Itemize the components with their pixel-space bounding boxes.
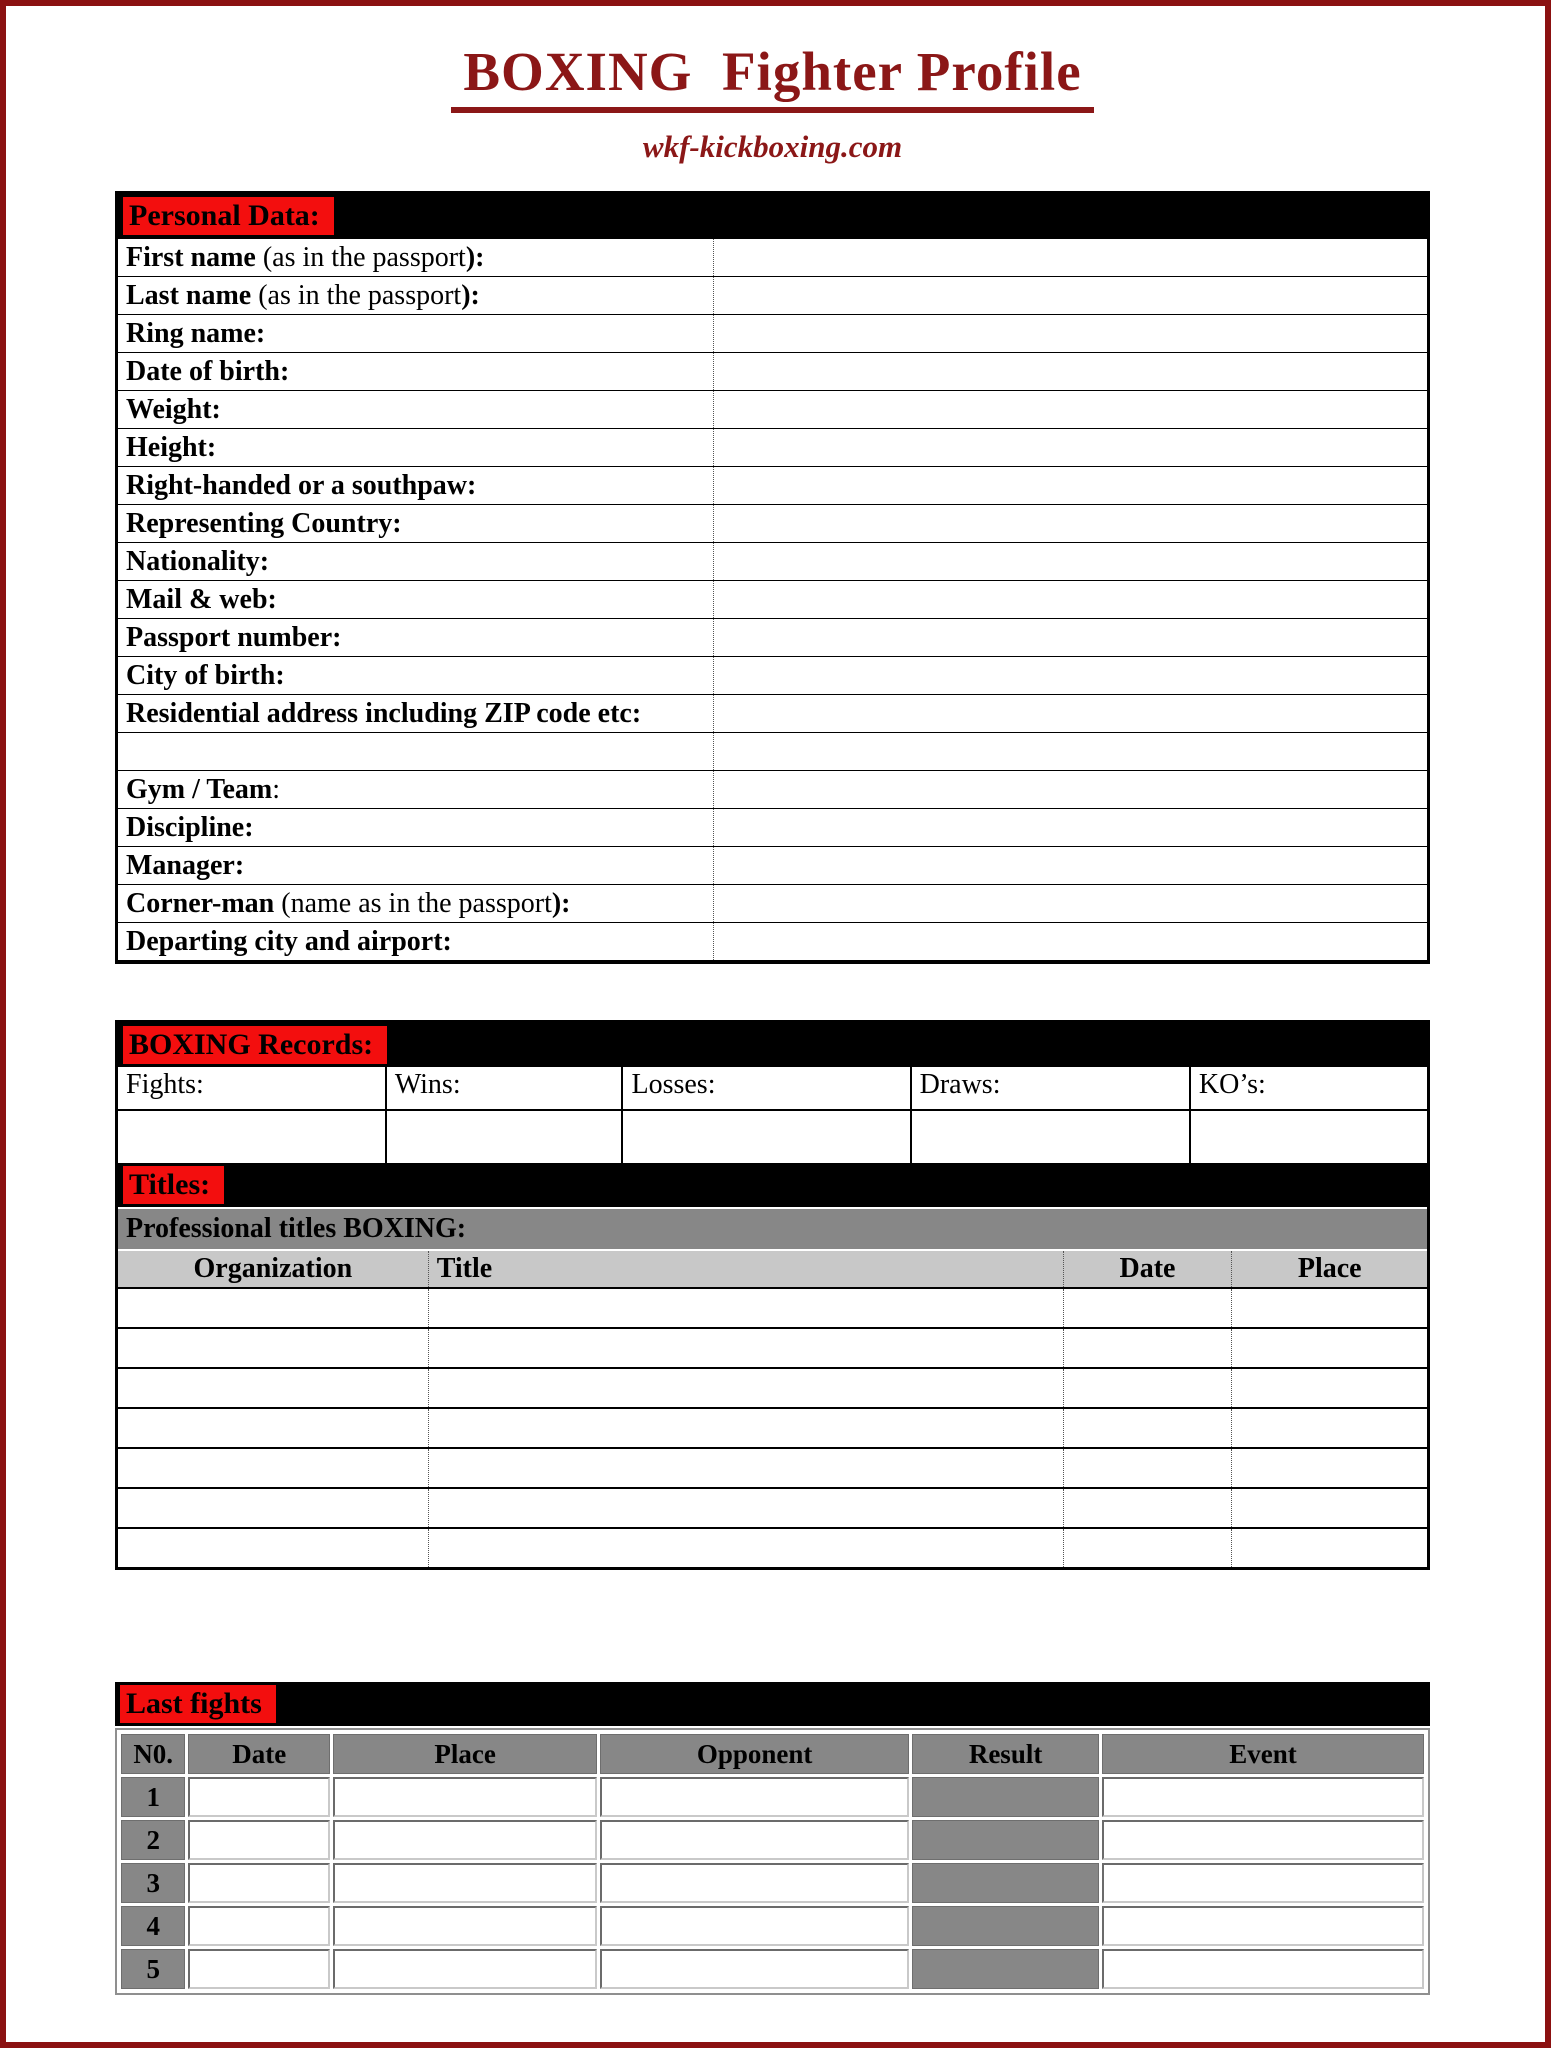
fight-result-cell — [912, 1777, 1099, 1817]
personal-data-row — [118, 809, 1427, 847]
titles-cell-title[interactable] — [428, 1408, 1063, 1448]
personal-data-header-bar — [118, 194, 1427, 238]
fight-opponent-input-cell[interactable] — [600, 1949, 909, 1989]
last-fights-row — [121, 1820, 1424, 1860]
records-field-label: Fights: — [118, 1067, 386, 1110]
page-title — [115, 40, 1430, 113]
fight-date-input-cell[interactable] — [188, 1906, 330, 1946]
personal-field-value-cell[interactable] — [714, 657, 1427, 695]
boxing-records-header-label: BOXING Records: — [123, 1026, 387, 1064]
personal-field-label: Representing Country: — [118, 505, 714, 543]
titles-cell-place[interactable] — [1232, 1488, 1427, 1528]
last-fights-column-header-opponent: Opponent — [600, 1734, 909, 1774]
titles-cell-place[interactable] — [1232, 1288, 1427, 1328]
last-fights-table — [118, 1731, 1427, 1992]
titles-entry-row — [118, 1448, 1427, 1488]
last-fights-column-header-row — [121, 1734, 1424, 1774]
personal-data-row — [118, 771, 1427, 809]
titles-cell-organization[interactable] — [118, 1328, 428, 1368]
personal-data-row — [118, 429, 1427, 467]
titles-entry-row — [118, 1528, 1427, 1567]
fight-number-cell: 2 — [121, 1820, 185, 1860]
titles-cell-date[interactable] — [1063, 1328, 1232, 1368]
personal-data-row — [118, 353, 1427, 391]
personal-field-label: Nationality: — [118, 543, 714, 581]
titles-cell-title[interactable] — [428, 1528, 1063, 1567]
titles-cell-date[interactable] — [1063, 1488, 1232, 1528]
personal-field-label: Manager: — [118, 847, 714, 885]
last-fights-row — [121, 1777, 1424, 1817]
personal-data-row — [118, 847, 1427, 885]
personal-field-value-cell[interactable] — [714, 923, 1427, 961]
personal-field-label: Gym / Team: — [118, 771, 714, 809]
fight-place-input-cell[interactable] — [333, 1820, 597, 1860]
records-label-row — [118, 1067, 1427, 1110]
personal-field-value-cell[interactable] — [714, 353, 1427, 391]
titles-cell-title[interactable] — [428, 1368, 1063, 1408]
last-fights-row — [121, 1949, 1424, 1989]
personal-field-value-cell[interactable] — [714, 391, 1427, 429]
fight-date-input-cell[interactable] — [188, 1777, 330, 1817]
personal-field-label: First name (as in the passport): — [118, 239, 714, 277]
titles-cell-date[interactable] — [1063, 1288, 1232, 1328]
personal-field-label: Corner-man (name as in the passport): — [118, 885, 714, 923]
personal-field-value-cell[interactable] — [714, 847, 1427, 885]
fight-number-cell: 4 — [121, 1906, 185, 1946]
personal-field-label: Discipline: — [118, 809, 714, 847]
titles-cell-place[interactable] — [1232, 1448, 1427, 1488]
personal-data-row — [118, 277, 1427, 315]
personal-data-row — [118, 239, 1427, 277]
personal-field-label — [118, 733, 714, 771]
page-title-text: BOXING Fighter Profile — [451, 40, 1093, 113]
personal-data-row — [118, 885, 1427, 923]
personal-field-label: Passport number: — [118, 619, 714, 657]
personal-field-label: Weight: — [118, 391, 714, 429]
last-fights-section — [115, 1682, 1430, 1995]
personal-data-row — [118, 543, 1427, 581]
fight-date-input-cell[interactable] — [188, 1949, 330, 1989]
fight-place-input-cell[interactable] — [333, 1949, 597, 1989]
fight-result-cell — [912, 1863, 1099, 1903]
personal-field-value-cell[interactable] — [714, 695, 1427, 733]
titles-cell-place[interactable] — [1232, 1528, 1427, 1567]
last-fights-row — [121, 1906, 1424, 1946]
titles-entry-row — [118, 1288, 1427, 1328]
personal-field-label: Date of birth: — [118, 353, 714, 391]
titles-cell-title[interactable] — [428, 1448, 1063, 1488]
personal-field-value-cell[interactable] — [714, 239, 1427, 277]
titles-cell-date[interactable] — [1063, 1408, 1232, 1448]
last-fights-column-header-result: Result — [912, 1734, 1099, 1774]
personal-field-label: Mail & web: — [118, 581, 714, 619]
titles-cell-date[interactable] — [1063, 1368, 1232, 1408]
fight-result-cell — [912, 1949, 1099, 1989]
personal-data-row — [118, 391, 1427, 429]
titles-cell-date[interactable] — [1063, 1448, 1232, 1488]
boxing-records-header-bar — [118, 1023, 1427, 1067]
personal-field-label: City of birth: — [118, 657, 714, 695]
personal-data-row — [118, 923, 1427, 961]
titles-cell-title[interactable] — [428, 1288, 1063, 1328]
personal-data-row — [118, 695, 1427, 733]
personal-field-value-cell[interactable] — [714, 429, 1427, 467]
fight-place-input-cell[interactable] — [333, 1777, 597, 1817]
fight-place-input-cell[interactable] — [333, 1906, 597, 1946]
last-fights-row — [121, 1863, 1424, 1903]
fight-number-cell: 5 — [121, 1949, 185, 1989]
personal-data-section — [115, 191, 1430, 964]
titles-column-header-organization: Organization — [118, 1250, 428, 1288]
personal-data-table — [118, 238, 1427, 961]
personal-field-label: Last name (as in the passport): — [118, 277, 714, 315]
page-content — [115, 6, 1430, 1995]
titles-cell-place[interactable] — [1232, 1368, 1427, 1408]
personal-field-label: Departing city and airport: — [118, 923, 714, 961]
fight-opponent-input-cell[interactable] — [600, 1863, 909, 1903]
titles-column-header-title: Title — [428, 1250, 1063, 1288]
last-fights-header-label: Last fights — [120, 1685, 276, 1723]
boxing-records-table — [118, 1067, 1427, 1163]
personal-data-row — [118, 315, 1427, 353]
personal-data-row — [118, 657, 1427, 695]
last-fights-column-header-date: Date — [188, 1734, 330, 1774]
records-field-label: Draws: — [911, 1067, 1190, 1110]
titles-column-header-place: Place — [1232, 1250, 1427, 1288]
records-field-label: KO’s: — [1190, 1067, 1427, 1110]
records-titles-section — [115, 1020, 1430, 1570]
fight-date-input-cell[interactable] — [188, 1820, 330, 1860]
personal-field-value-cell[interactable] — [714, 467, 1427, 505]
titles-cell-place[interactable] — [1232, 1408, 1427, 1448]
site-subtitle: wkf-kickboxing.com — [642, 129, 903, 164]
titles-cell-title[interactable] — [428, 1328, 1063, 1368]
professional-titles-subheader: Professional titles BOXING: — [118, 1207, 1427, 1249]
last-fights-column-header-n0: N0. — [121, 1734, 185, 1774]
personal-field-value-cell[interactable] — [714, 733, 1427, 771]
personal-data-row — [118, 505, 1427, 543]
personal-field-value-cell[interactable] — [714, 277, 1427, 315]
fight-result-cell — [912, 1906, 1099, 1946]
titles-entry-row — [118, 1488, 1427, 1528]
fight-place-input-cell[interactable] — [333, 1863, 597, 1903]
fight-event-input-cell[interactable] — [1102, 1906, 1424, 1946]
titles-cell-organization[interactable] — [118, 1288, 428, 1328]
fight-number-cell: 1 — [121, 1777, 185, 1817]
titles-cell-organization[interactable] — [118, 1368, 428, 1408]
fight-opponent-input-cell[interactable] — [600, 1906, 909, 1946]
titles-entry-row — [118, 1368, 1427, 1408]
fight-number-cell: 3 — [121, 1863, 185, 1903]
titles-entry-row — [118, 1408, 1427, 1448]
fight-date-input-cell[interactable] — [188, 1863, 330, 1903]
personal-field-value-cell[interactable] — [714, 619, 1427, 657]
fight-opponent-input-cell[interactable] — [600, 1820, 909, 1860]
fight-opponent-input-cell[interactable] — [600, 1777, 909, 1817]
personal-field-label: Residential address including ZIP code etc: — [118, 695, 714, 733]
personal-field-value-cell[interactable] — [714, 885, 1427, 923]
fight-event-input-cell[interactable] — [1102, 1777, 1424, 1817]
personal-data-row — [118, 467, 1427, 505]
personal-data-row — [118, 619, 1427, 657]
personal-field-value-cell[interactable] — [714, 809, 1427, 847]
records-value-cell[interactable] — [1190, 1110, 1427, 1163]
personal-data-header-label: Personal Data: — [123, 197, 334, 235]
fight-event-input-cell[interactable] — [1102, 1820, 1424, 1860]
records-value-row — [118, 1110, 1427, 1163]
titles-cell-organization[interactable] — [118, 1488, 428, 1528]
records-value-cell[interactable] — [118, 1110, 386, 1163]
records-value-cell[interactable] — [622, 1110, 910, 1163]
fight-event-input-cell[interactable] — [1102, 1863, 1424, 1903]
last-fights-column-header-place: Place — [333, 1734, 597, 1774]
last-fights-header-bar — [115, 1682, 1430, 1726]
titles-cell-organization[interactable] — [118, 1408, 428, 1448]
personal-data-row — [118, 733, 1427, 771]
records-value-cell[interactable] — [386, 1110, 623, 1163]
personal-field-value-cell[interactable] — [714, 505, 1427, 543]
personal-field-label: Right-handed or a southpaw: — [118, 467, 714, 505]
personal-field-label: Ring name: — [118, 315, 714, 353]
last-fights-table-frame — [115, 1728, 1430, 1995]
titles-cell-organization[interactable] — [118, 1448, 428, 1488]
titles-column-header-date: Date — [1063, 1250, 1232, 1288]
titles-table — [118, 1249, 1427, 1567]
personal-field-value-cell[interactable] — [714, 581, 1427, 619]
titles-cell-organization[interactable] — [118, 1528, 428, 1567]
personal-data-row — [118, 581, 1427, 619]
personal-field-value-cell[interactable] — [714, 315, 1427, 353]
titles-cell-date[interactable] — [1063, 1528, 1232, 1567]
personal-field-label: Height: — [118, 429, 714, 467]
titles-cell-title[interactable] — [428, 1488, 1063, 1528]
last-fights-column-header-event: Event — [1102, 1734, 1424, 1774]
titles-cell-place[interactable] — [1232, 1328, 1427, 1368]
titles-entry-row — [118, 1328, 1427, 1368]
records-value-cell[interactable] — [911, 1110, 1190, 1163]
titles-header-label: Titles: — [123, 1166, 224, 1204]
fight-result-cell — [912, 1820, 1099, 1860]
records-field-label: Wins: — [386, 1067, 623, 1110]
personal-field-value-cell[interactable] — [714, 543, 1427, 581]
titles-header-bar — [118, 1163, 1427, 1207]
personal-field-value-cell[interactable] — [714, 771, 1427, 809]
fight-event-input-cell[interactable] — [1102, 1949, 1424, 1989]
records-field-label: Losses: — [622, 1067, 910, 1110]
titles-column-header-row — [118, 1250, 1427, 1288]
